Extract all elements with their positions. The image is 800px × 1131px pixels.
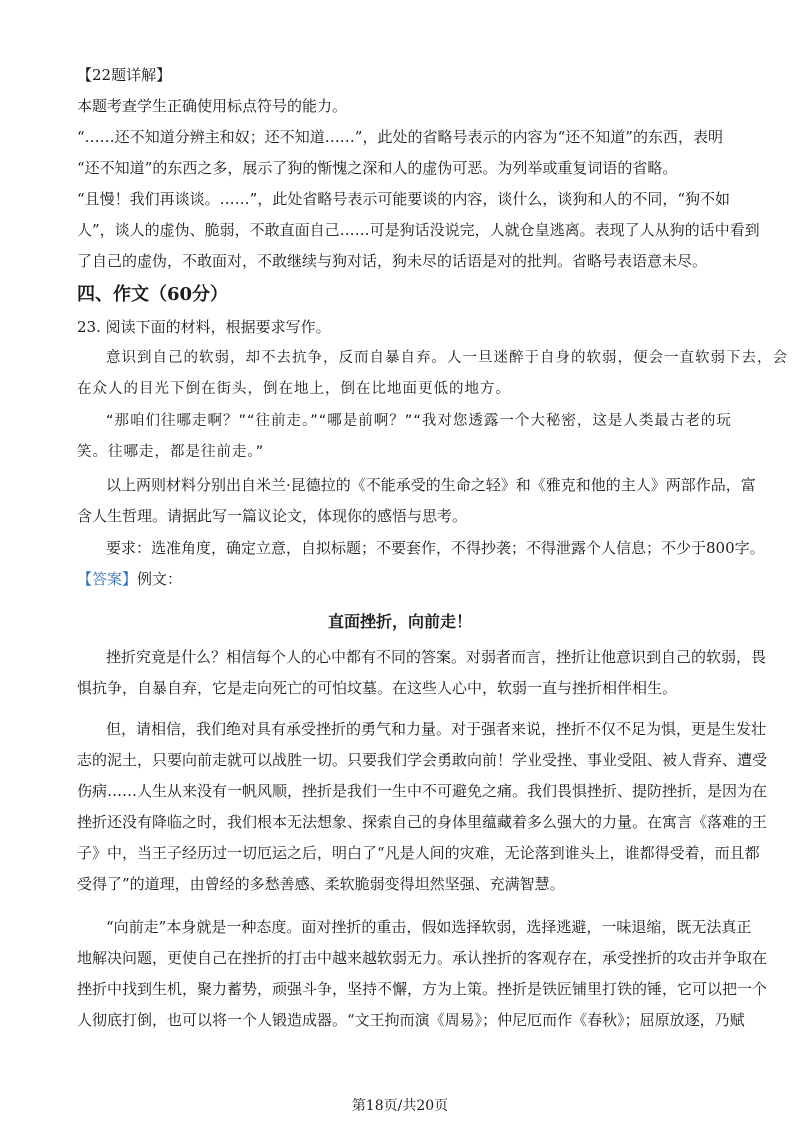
example-label: 例文： bbox=[137, 570, 183, 588]
answer-label-row bbox=[77, 568, 723, 590]
essay-line: 地解决问题，更使自己在挫折的打击中越来越软弱无力。承认挫折的客观存在，承受挫折的攻击并争取在 bbox=[77, 949, 768, 967]
essay-line: 挫折中找到生机，聚力蓄势，顽强斗争，坚持不懈，方为上策。挫折是铁匠铺里打铁的锤，它可以把一个 bbox=[77, 980, 768, 998]
essay-line: 子》中，当王子经历过一切厄运之后，明白了“凡是人间的灾难，无论落到谁头上，谁都得受着，而且都 bbox=[77, 844, 760, 862]
source-line: 以上两则材料分别出自米兰·昆德拉的《不能承受的生命之轻》和《雅克和他的主人》两部作品，富 bbox=[106, 476, 756, 494]
essay-line: 挫折还没有降临之时，我们根本无法想象、探索自己的身体里蕴藏着多么强大的力量。在寓言《落难的王 bbox=[77, 813, 768, 831]
paragraph-line: 人”，谈人的虚伪、脆弱，不敢直面自己……可是狗话没说完，人就仓皇逃离。表现了人从狗的话中看到 bbox=[77, 221, 760, 239]
essay-line: “向前走”本身就是一种态度。面对挫折的重击，假如选择软弱，选择逃避，一味退缩，既无法真正 bbox=[106, 918, 752, 936]
paragraph-line: “……还不知道分辨主和奴；还不知道……”，此处的省略号表示的内容为“还不知道”的东西，表明 bbox=[77, 128, 723, 146]
paragraph-line: 了自己的虚伪，不敢面对，不敢继续与狗对话，狗未尽的话语是对的批判。省略号表语意未尽。 bbox=[77, 252, 708, 270]
paragraph-line: “且慢！我们再谈谈。……”，此处省略号表示可能要谈的内容，谈什么，谈狗和人的不同，“狗不如 bbox=[77, 190, 731, 208]
section-22-heading: 【22题详解】 bbox=[77, 66, 172, 84]
essay-title: 直面挫折，向前走！ bbox=[327, 612, 472, 631]
requirement-text: 要求：选准角度，确定立意，自拟标题；不要套作，不得抄袭；不得泄露个人信息；不少于800字。 bbox=[106, 539, 765, 557]
material-line: “那咱们往哪走啊？”“往前走。”“哪是前啊？”“我对您透露一个大秘密，这是人类最古老的玩 bbox=[106, 413, 732, 429]
essay-line: 人彻底打倒，也可以将一个人锻造成器。“文王拘而演《周易》；仲尼厄而作《春秋》；屈原放逐，乃赋 bbox=[77, 1011, 745, 1029]
essay-line: 受得了”的道理，由曾经的多愁善感、柔软脆弱变得坦然坚强、充满智慧。 bbox=[77, 875, 565, 893]
essay-line: 但，请相信，我们绝对具有承受挫折的勇气和力量。对于强者来说，挫折不仅不足为惧，更是生发壮 bbox=[106, 720, 767, 738]
material-line: 笑。往哪走，都是往前走。” bbox=[77, 444, 265, 460]
essay-line: 志的泥土，只要向前走就可以战胜一切。只要我们学会勇敢向前！学业受挫、事业受阻、被人背弃、遭受 bbox=[77, 751, 768, 769]
section-22-intro: 本题考查学生正确使用标点符号的能力。 bbox=[77, 97, 348, 115]
question-23: 23. 阅读下面的材料，根据要求写作。 bbox=[77, 318, 331, 336]
source-line: 含人生哲理。请据此写一篇议论文，体现你的感悟与思考。 bbox=[77, 507, 468, 525]
answer-tag: 【答案】 bbox=[77, 570, 138, 588]
section-4-heading: 四、作文（60分） bbox=[77, 284, 229, 305]
essay-line: 挫折究竟是什么？相信每个人的心中都有不同的答案。对弱者而言，挫折让他意识到自己的软弱，畏 bbox=[106, 648, 767, 666]
paragraph-line: “还不知道”的东西之多，展示了狗的惭愧之深和人的虚伪可恶。为列举或重复词语的省略。 bbox=[77, 159, 678, 177]
essay-line: 伤病……人生从来没有一帆风顺，挫折是我们一生中不可避免之痛。我们畏惧挫折、提防挫折，是因为在 bbox=[77, 782, 768, 800]
page-number: 第18页/共20页 bbox=[351, 1098, 449, 1114]
material-line: 意识到自己的软弱，却不去抗争，反而自暴自弃。人一旦迷醉于自身的软弱，便会一直软弱下去，会 bbox=[106, 350, 788, 366]
essay-line: 惧抗争，自暴自弃，它是走向死亡的可怕坟墓。在这些人心中，软弱一直与挫折相伴相生。 bbox=[77, 679, 678, 697]
material-line: 在众人的目光下倒在街头，倒在地上，倒在比地面更低的地方。 bbox=[77, 381, 511, 397]
